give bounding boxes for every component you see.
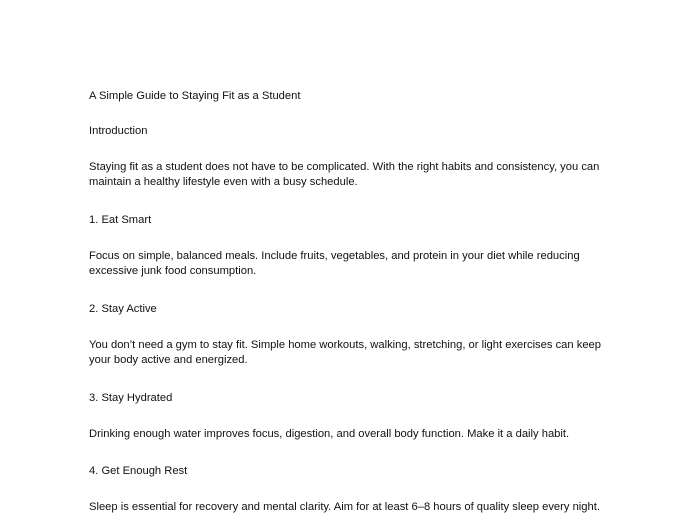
section-heading-eat-smart: 1. Eat Smart [89, 214, 152, 226]
section-heading-stay-hydrated: 3. Stay Hydrated [89, 392, 173, 404]
section-body-get-enough-rest: Sleep is essential for recovery and mental clarity. Aim for at least 6–8 hours of quality sleep every night. [89, 501, 600, 513]
document-title: A Simple Guide to Staying Fit as a Student [89, 90, 301, 102]
section-body-stay-active: You don’t need a gym to stay fit. Simple home workouts, walking, stretching, or light exercises can keep your body active and energized. [89, 339, 601, 366]
section-body-eat-smart: Focus on simple, balanced meals. Include fruits, vegetables, and protein in your diet while reducing excessive junk food consumption. [89, 250, 580, 277]
section-heading-introduction: Introduction [89, 125, 148, 137]
section-heading-stay-active: 2. Stay Active [89, 303, 157, 315]
section-body-stay-hydrated: Drinking enough water improves focus, digestion, and overall body function. Make it a daily habit. [89, 428, 570, 440]
document-page [89, 89, 609, 515]
section-heading-get-enough-rest: 4. Get Enough Rest [89, 465, 188, 477]
section-body-introduction: Staying fit as a student does not have to be complicated. With the right habits and consistency, you can maintain a healthy lifestyle even with a busy schedule. [89, 161, 600, 188]
